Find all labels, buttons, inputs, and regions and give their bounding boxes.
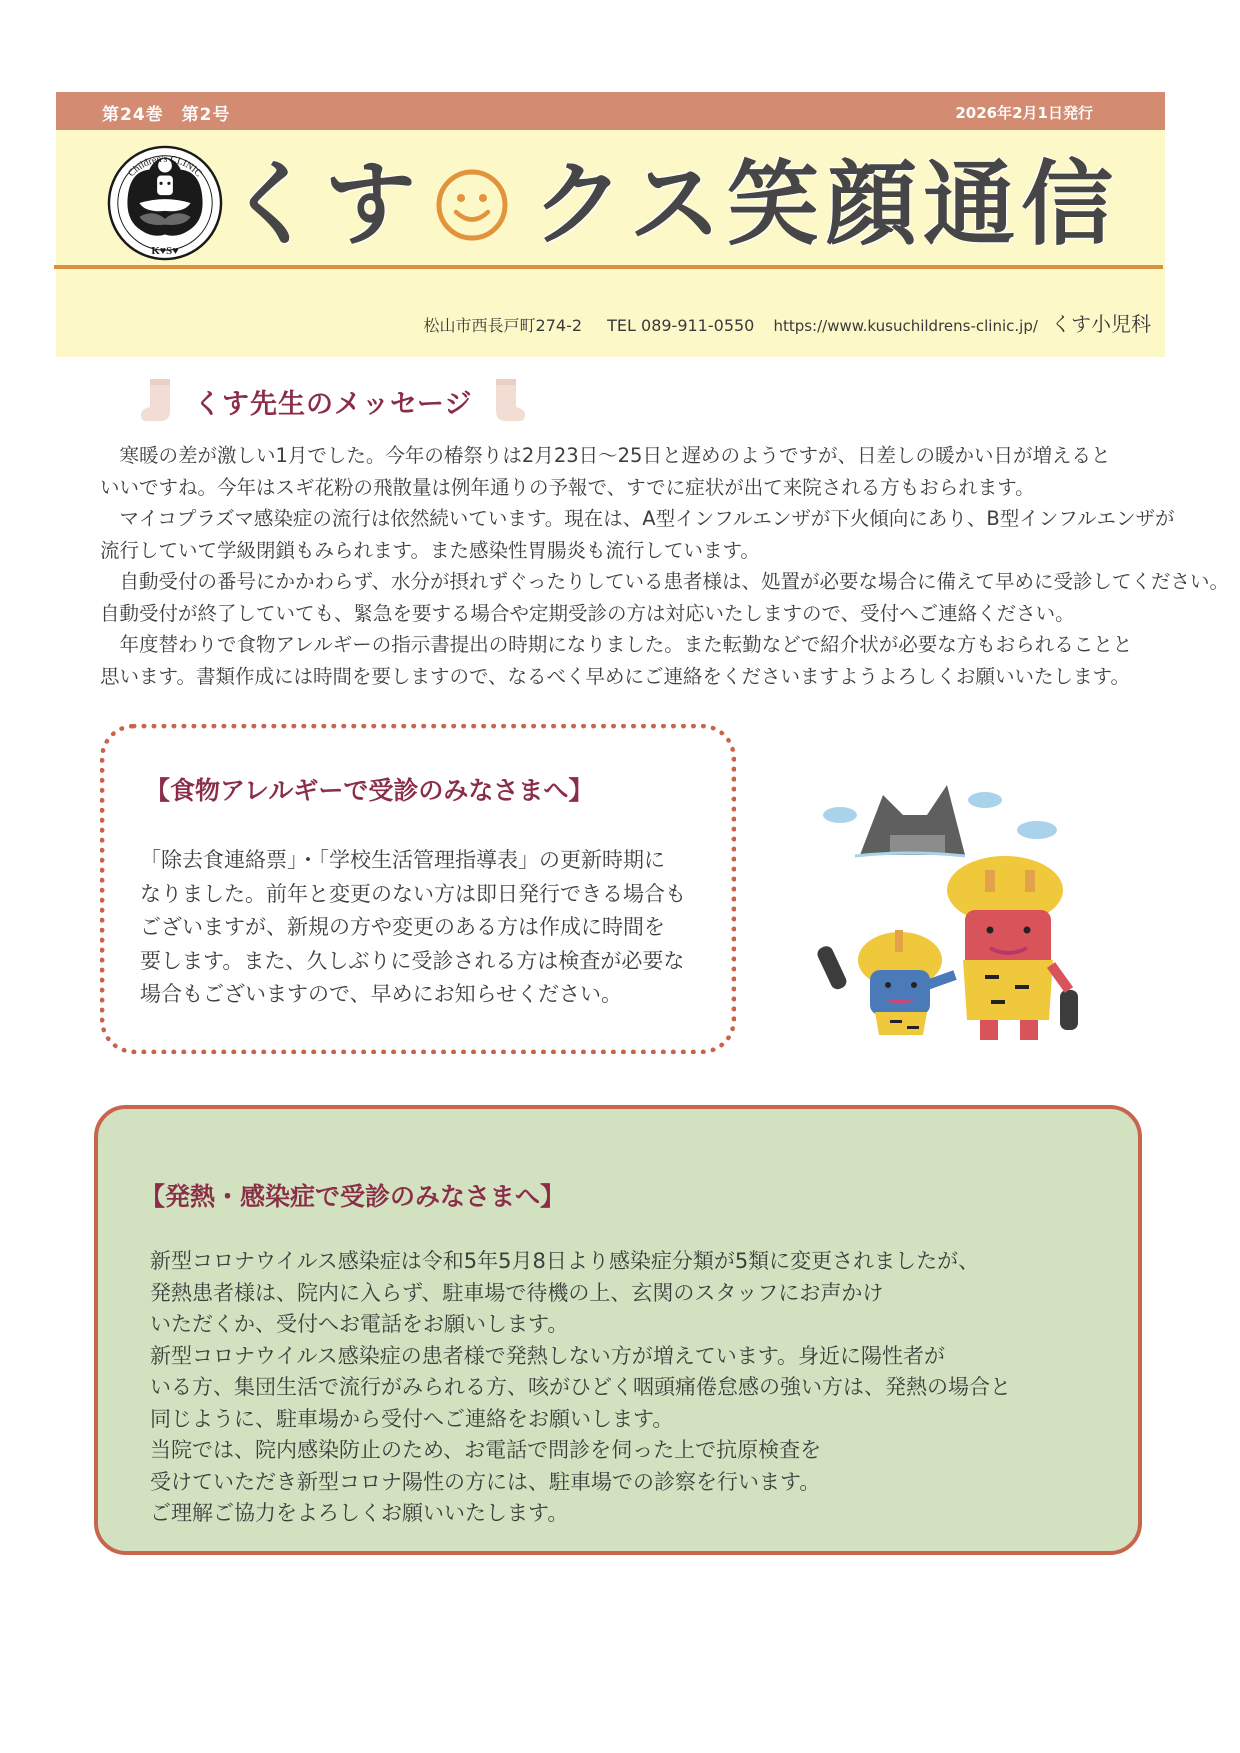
allergy-notice-body <box>140 844 686 1012</box>
allergy-line: ございますが、新規の方や変更のある方は作成に時間を <box>140 915 665 939</box>
message-line: 自動受付の番号にかかわらず、水分が摂れずぐったりしている患者様は、処置が必要な場合に備えて早めに受診してください。 <box>119 570 1230 593</box>
title-part-2: クス笑顔通信 <box>532 151 1120 258</box>
message-body <box>100 440 1230 692</box>
message-line: 寒暖の差が激しい1月でした。今年の椿祭りは2月23日～25日と遅めのようですが、日差しの暖かい日が増えると <box>119 444 1111 467</box>
message-line: 流行していて学級閉鎖もみられます。また感染性胃腸炎も流行しています。 <box>100 538 760 562</box>
message-line: いいですね。今年はスギ花粉の飛散量は例年通りの予報で、すでに症状が出て来院される方もおられます。 <box>100 475 1035 499</box>
message-line: 自動受付が終了していても、緊急を要する場合や定期受診の方は対応いたしますので、受付へご連絡ください。 <box>100 601 1075 625</box>
allergy-notice-title: 【食物アレルギーで受診のみなさまへ】 <box>145 776 594 805</box>
allergy-notice-box <box>100 724 736 1054</box>
message-line: マイコプラズマ感染症の流行は依然続いています。現在は、A型インフルエンザが下火傾向にあり、B型インフルエンザが <box>119 507 1175 530</box>
message-heading <box>140 375 526 427</box>
fever-notice-box <box>94 1105 1142 1555</box>
newsletter-title <box>226 140 1119 270</box>
sock-icon <box>140 377 182 425</box>
phone-number: TEL 089-911-0550 <box>607 316 755 335</box>
message-line: 思います。書類作成には時間を要しますので、なるべく早めにご連絡をくださいますようよろしくお願いいたします。 <box>100 664 1130 688</box>
fever-line: 新型コロナウイルス感染症は令和5年5月8日より感染症分類が5類に変更されましたが、 <box>150 1249 980 1273</box>
website-url[interactable]: https://www.kusuchildrens-clinic.jp/ <box>773 317 1038 335</box>
header-band <box>56 92 1165 130</box>
setsubun-oni-illustration <box>815 770 1085 1050</box>
issue-number: 第24巻 第2号 <box>102 105 231 125</box>
message-line: 年度替わりで食物アレルギーの指示書提出の時期になりました。また転勤などで紹介状が必要な方もおられることと <box>119 633 1133 656</box>
address: 松山市西長戸町274-2 <box>423 316 583 335</box>
svg-text:Children's CLINIC: Children's CLINIC <box>126 153 204 180</box>
fever-line: 同じように、駐車場から受付へご連絡をお願いします。 <box>150 1406 674 1431</box>
smiley-icon <box>434 167 510 243</box>
sock-icon <box>484 377 526 425</box>
allergy-line: 「除去食連絡票」・「学校生活管理指導表」の更新時期に <box>140 848 665 872</box>
fever-notice-title: 【発熱・感染症で受診のみなさまへ】 <box>140 1182 566 1211</box>
fever-line: 当院では、院内感染防止のため、お電話で問診を伺った上で抗原検査を <box>150 1438 822 1462</box>
clinic-name: くす小児科 <box>1051 312 1151 336</box>
header-divider <box>54 265 1163 269</box>
fever-line: ご理解ご協力をよろしくお願いいたします。 <box>150 1501 569 1525</box>
fever-line: いる方、集団生活で流行がみられる方、咳がひどく咽頭痛倦怠感の強い方は、発熱の場合と <box>150 1375 1011 1399</box>
allergy-line: 場合もございますので、早めにお知らせください。 <box>140 982 622 1006</box>
fever-line: 新型コロナウイルス感染症の患者様で発熱しない方が増えています。身近に陽性者が <box>150 1343 946 1368</box>
fever-line: 受けていただき新型コロナ陽性の方には、駐車場での診察を行います。 <box>150 1469 821 1494</box>
fever-line: いただくか、受付へお電話をお願いします。 <box>150 1312 569 1336</box>
contact-info <box>404 308 1151 337</box>
publication-date: 2026年2月1日発行 <box>955 104 1093 122</box>
message-title: くす先生のメッセージ <box>194 388 473 420</box>
fever-notice-body <box>150 1246 1011 1530</box>
newsletter-header <box>56 92 1165 357</box>
clinic-logo-icon <box>106 144 224 262</box>
svg-text:K♥S♥: K♥S♥ <box>151 245 179 258</box>
title-part-1: くす <box>226 151 423 258</box>
allergy-line: 要します。また、久しぶりに受診される方は検査が必要な <box>140 948 685 973</box>
fever-line: 発熱患者様は、院内に入らず、駐車場で待機の上、玄関のスタッフにお声かけ <box>150 1280 884 1305</box>
allergy-line: なりました。前年と変更のない方は即日発行できる場合も <box>140 881 686 906</box>
